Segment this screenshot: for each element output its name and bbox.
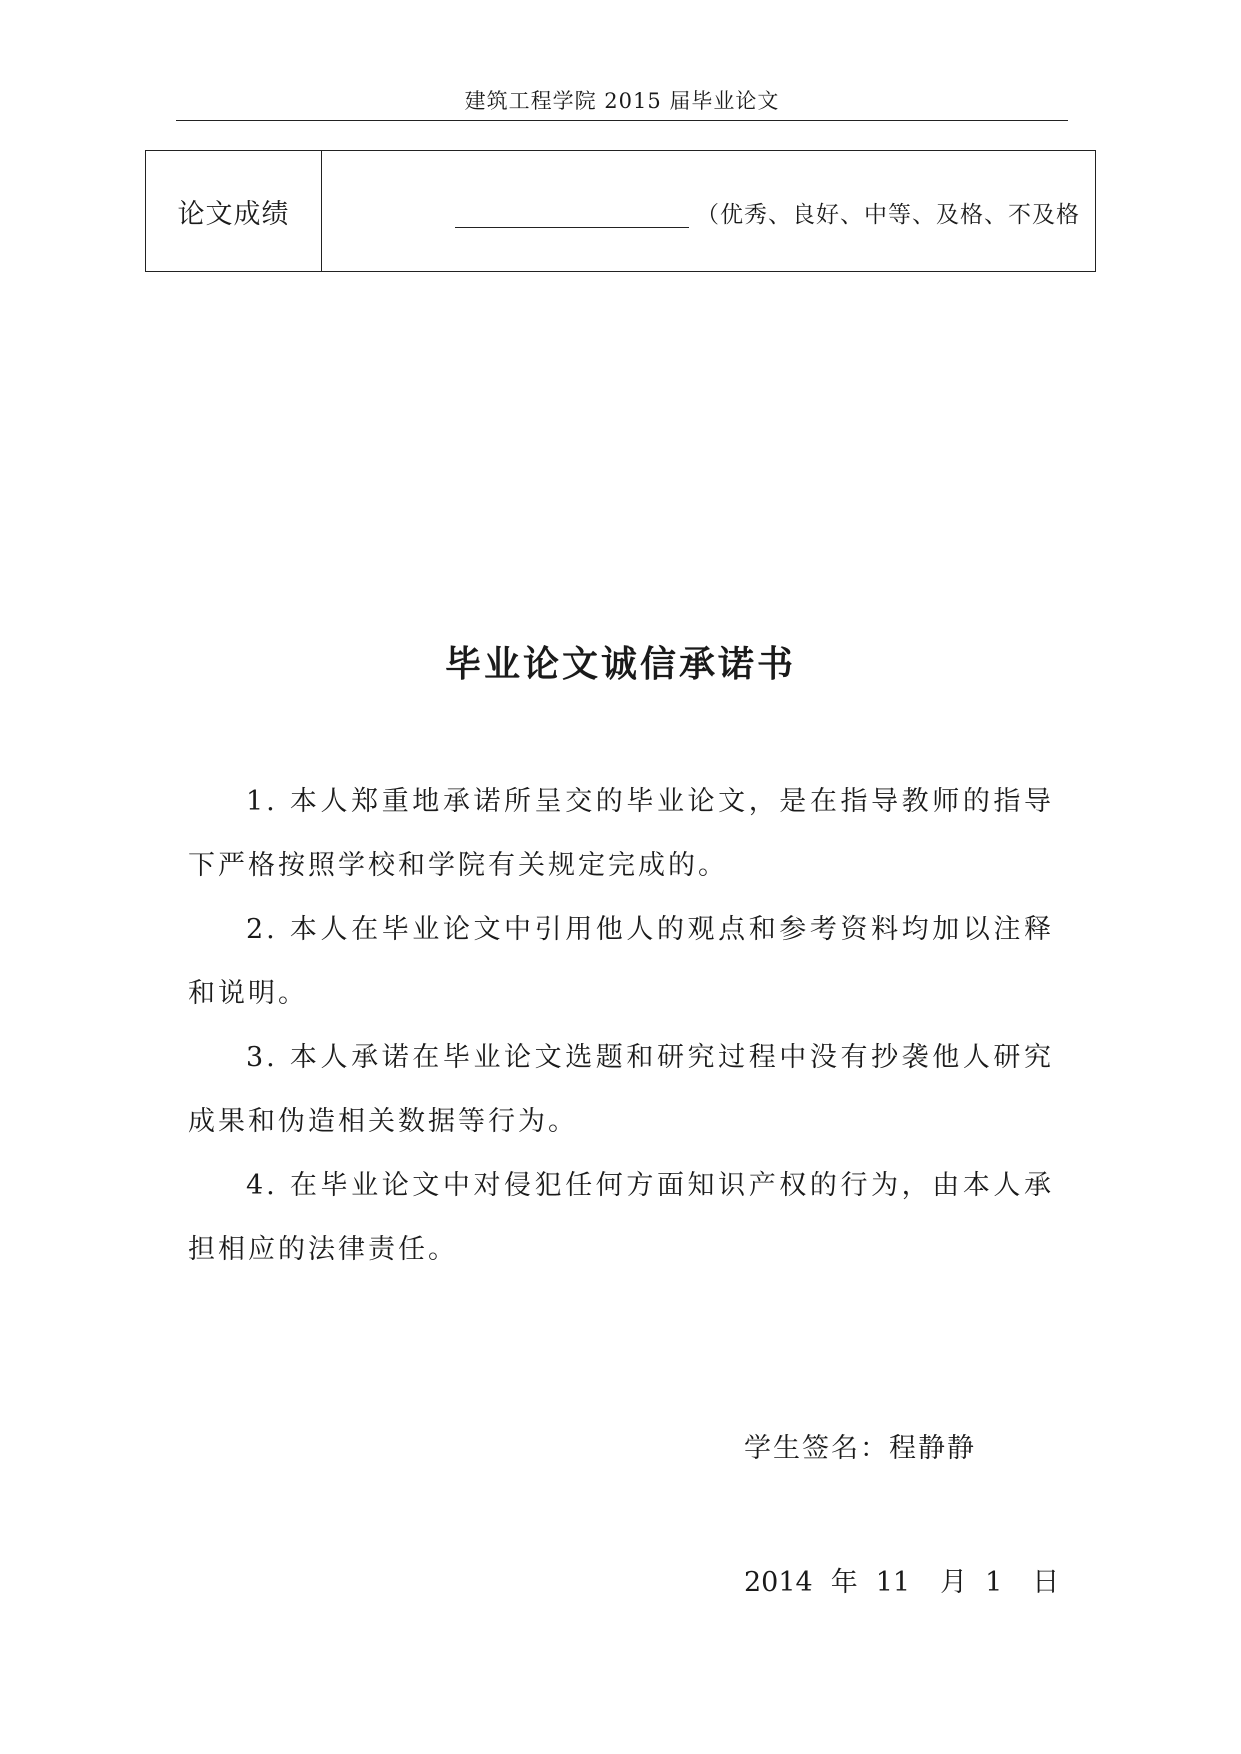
date-month: 11 [875,1567,911,1598]
grade-value-cell [322,151,1095,271]
date-year-unit: 年 [830,1567,858,1598]
signature-name: 程静静 [889,1433,976,1464]
pledge-item-1: 1. 本人郑重地承诺所呈交的毕业论文，是在指导教师的指导下严格按照学校和学院有关规定完成的。 [188,786,1054,881]
grade-label: 论文成绩 [146,151,322,271]
pledge-item-3: 3. 本人承诺在毕业论文选题和研究过程中没有抄袭他人研究成果和伪造相关数据等行为。 [188,1042,1054,1137]
pledge-title: 毕业论文诚信承诺书 [444,644,796,685]
grade-fill-blank [455,227,689,228]
header-divider [176,120,1068,121]
signing-date [744,1560,1059,1599]
pledge-item-4: 4. 在毕业论文中对侵犯任何方面知识产权的行为，由本人承担相应的法律责任。 [188,1170,1054,1265]
date-day: 1 [985,1567,1003,1598]
running-header-title: 建筑工程学院 2015 届毕业论文 [464,89,780,113]
date-month-unit: 月 [940,1567,968,1598]
grade-options: （优秀、良好、中等、及格、不及格 [696,202,1080,228]
date-year: 2014 [744,1567,813,1598]
pledge-item-2: 2. 本人在毕业论文中引用他人的观点和参考资料均加以注释和说明。 [188,914,1054,1009]
pledge-body [188,770,1054,1282]
thesis-grade-table [145,150,1096,272]
signature-label: 学生签名： [744,1433,889,1464]
student-signature [744,1426,976,1465]
date-day-unit: 日 [1032,1567,1060,1598]
